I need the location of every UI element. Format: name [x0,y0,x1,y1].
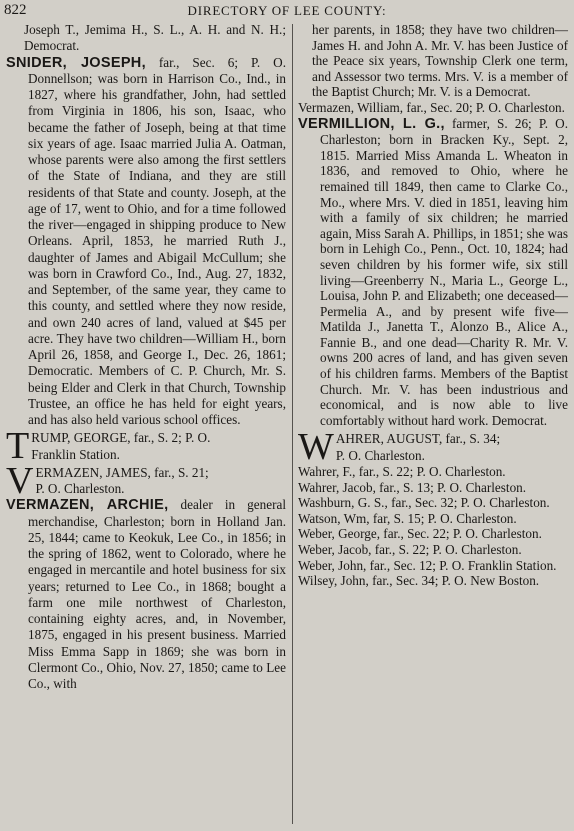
short-entry: Washburn, G. S., far., Sec. 32; P. O. Charleston. [298,495,550,511]
short-entry: Watson, Wm, far, S. 15; P. O. Charleston. [298,510,517,526]
page-header [0,0,574,22]
entry-text-2: P. O. Charleston. [35,481,125,496]
entry-text-2: P. O. Charleston. [335,447,425,463]
entry-text: dealer in general merchandise, Charleston; born in Holland Jan. 25, 1844; came to Keokuk, Lee Co., in 1856; in the spring of 1862, went to Colorado, where he engaged in mercantile and hotel business for six years; returned to Lee Co., in 1868; bought a farm one mile northwest of Charleston, containing eighty acres, and, in November, 1875, engaged in his present business. Married Miss Emma Sapp in 1869; she was born in Clermont Co., Ohio, Nov. 27, 1850; came to Lee Co., with [28,497,286,691]
short-entry: Wahrer, F., far., S. 22; P. O. Charleston. [298,463,506,479]
entry-vermazen-archie [6,497,286,692]
entry-name: SNIDER, JOSEPH, [6,54,146,71]
continued-text: her parents, in 1858; they have two children—James H. and John A. Mr. V. has been Justice of the Peace six years, Township Clerk one term, and Assessor two terms. Mrs. V. is a member of the Baptist Church; Mr. V. is a Democrat. [312,22,568,100]
drop-cap: T [6,425,30,468]
left-column [6,22,286,692]
entry-text: far., Sec. 6; P. O. Donnellson; was born in Harrison Co., Ind., in 1827, where his grandfather, John, had settled from Virginia in 1806, his son, Isaac, who became the father of Joseph, being at that time six years of age. Isaac married Julia A. Oatman, whose parents were also among the first settlers of the State of Indiana, and they are still residents of that State and county. Joseph, at the age of 17, went to Ohio, and for a time followed the river—engaged in shipping produce to New Orleans. April, 1853, he married Ruth J., daughter of James and Abigail McCullum; she was born in Crawford Co., Ind., Aug. 27, 1832, and September, of the same year, they came to this county, and settled where they now reside, and own 240 acres of land, valued at $45 per acre. They have two children—William H., born April 26, 1858, and George I., Dec. 26, 1861; Democratic. Members of C. P. Church, Mr. S. being Elder and Clerk in that Church, Township Trustee, an office he has held for eight years, and has also held various school offices. [28,54,286,427]
entry-vermazen-james [6,459,286,502]
entry-snider-joseph [6,55,286,429]
drop-cap: V [6,459,34,502]
continued-entry [6,22,286,55]
right-column [298,22,568,589]
entry-name: VERMILLION, L. G., [298,115,445,132]
short-entry: Weber, John, far., Sec. 12; P. O. Franklin Station. [298,557,557,573]
column-divider [292,24,293,824]
entry-text: AHRER, AUGUST, far., S. 34; [335,431,501,447]
short-entry: Wilsey, John, far., Sec. 34; P. O. New Boston. [298,573,540,589]
running-title: DIRECTORY OF LEE COUNTY: [187,3,387,18]
entry-vermillion-lg [298,116,568,429]
short-entry: Wahrer, Jacob, far., S. 13; P. O. Charleston. [298,479,527,495]
entry-text: farmer, S. 26; P. O. Charleston; born in Bracken Ky., Sept. 2, 1815. Married Miss Amanda L. Wheaton in 1836, and removed to Ohio, where he remained till 1849, then came to Clarke Co., Mo., where Mrs. V. died in 1851, leaving him with a family of six children; he married again, Miss Sarah A. Phillips, in 1851; she was born in Lehigh Co., Penn., Oct. 10, 1824; had seven children by his former wife, six still living—Greenberry N., Maria L., George L., Louisa, John P. and Elizabeth; one deceased—Permelia A., and by present wife five—Matilda J., Janetta T., Alonzo B., Alice A., Fannie B., and one dead—Charity R. Mr. V. owns 200 acres of land, and has given seven of his children farms. Members of the Baptist Church. Mr. V. has been industrious and economical, and is now able to live comfortably without hard work. Democrat. [320,115,568,428]
entry-text: ERMAZEN, JAMES, far., S. 21; [35,464,209,480]
continued-entry [298,22,568,100]
short-entry: Weber, George, far., Sec. 22; P. O. Charleston. [298,526,542,542]
entry-text: Vermazen, William, far., Sec. 20; P. O. Charleston. [298,99,565,115]
continued-text: Joseph T., Jemima H., S. L., A. H. and N. H.; Democrat. [24,22,286,54]
entry-trump-george [6,425,286,468]
entry-text-2: Franklin Station. [31,446,120,462]
short-entry: Weber, Jacob, far., S. 22; P. O. Charleston. [298,541,522,557]
entry-name: VERMAZEN, ARCHIE, [6,497,169,514]
entry-text: RUMP, GEORGE, far., S. 2; P. O. [31,430,211,446]
short-entries-list [298,464,568,589]
drop-cap: W [298,426,334,469]
entry-wahrer-august [298,426,568,469]
entry-vermazen-william [298,100,568,116]
page-number: 822 [4,2,27,18]
